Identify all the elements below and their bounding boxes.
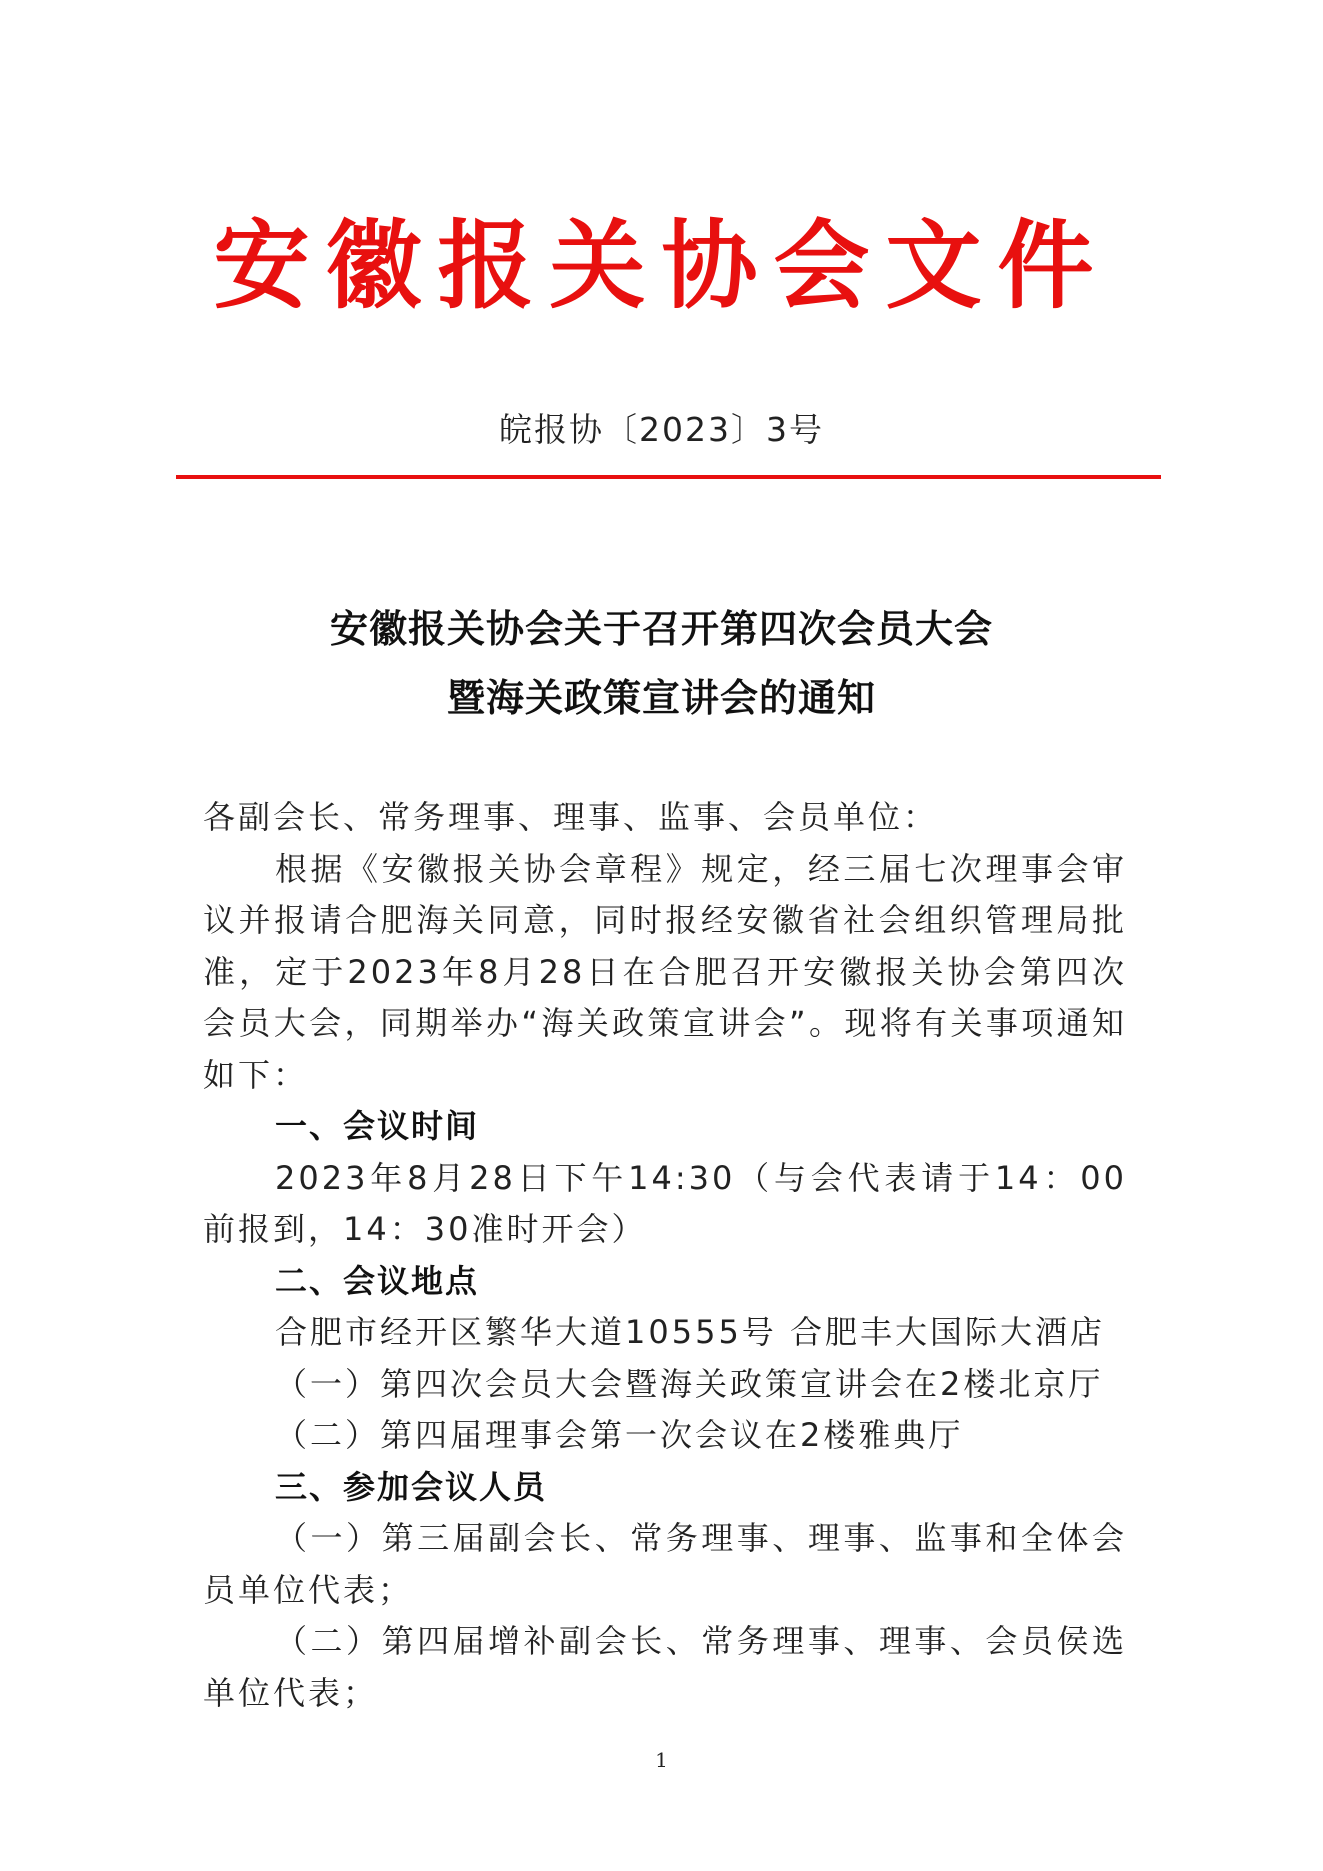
attendees-item-1: （一）第三届副会长、常务理事、理事、监事和全体会员单位代表；: [203, 1519, 1127, 1609]
page-number: 1: [655, 1748, 668, 1772]
section-heading-venue: 二、会议地点: [275, 1261, 480, 1300]
venue-address: 合肥市经开区繁华大道10555号 合肥丰大国际大酒店: [275, 1313, 1105, 1351]
intro-paragraph: 根据《安徽报关协会章程》规定，经三届七次理事会审议并报请合肥海关同意，同时报经安徽省社会组织管理局批准，定于2023年8月28日在合肥召开安徽报关协会第四次会员大会，同期举办“海关政策宣讲会”。现将有关事项通知如下：: [203, 849, 1127, 1094]
notice-body: [203, 792, 1127, 1719]
venue-room-1: （一）第四次会员大会暨海关政策宣讲会在2楼北京厅: [275, 1364, 1104, 1403]
masthead-title: 安徽报关协会文件: [213, 209, 1110, 322]
document-number: 皖报协〔2023〕3号: [499, 410, 824, 449]
salutation: 各副会长、常务理事、理事、监事、会员单位：: [203, 798, 939, 836]
red-separator-line: [176, 475, 1161, 479]
section-heading-time: 一、会议时间: [275, 1107, 480, 1145]
venue-room-2: （二）第四届理事会第一次会议在2楼雅典厅: [275, 1416, 964, 1454]
notice-title-line-2: 暨海关政策宣讲会的通知: [446, 675, 876, 720]
meeting-time-text: 2023年8月28日下午14:30（与会代表请于14：00前报到，14：30准时开会）: [203, 1158, 1127, 1248]
attendees-item-2: （二）第四届增补副会长、常务理事、理事、会员侯选单位代表；: [203, 1622, 1127, 1712]
section-heading-attendees: 三、参加会议人员: [275, 1467, 548, 1506]
notice-title-line-1: 安徽报关协会关于召开第四次会员大会: [329, 606, 993, 651]
